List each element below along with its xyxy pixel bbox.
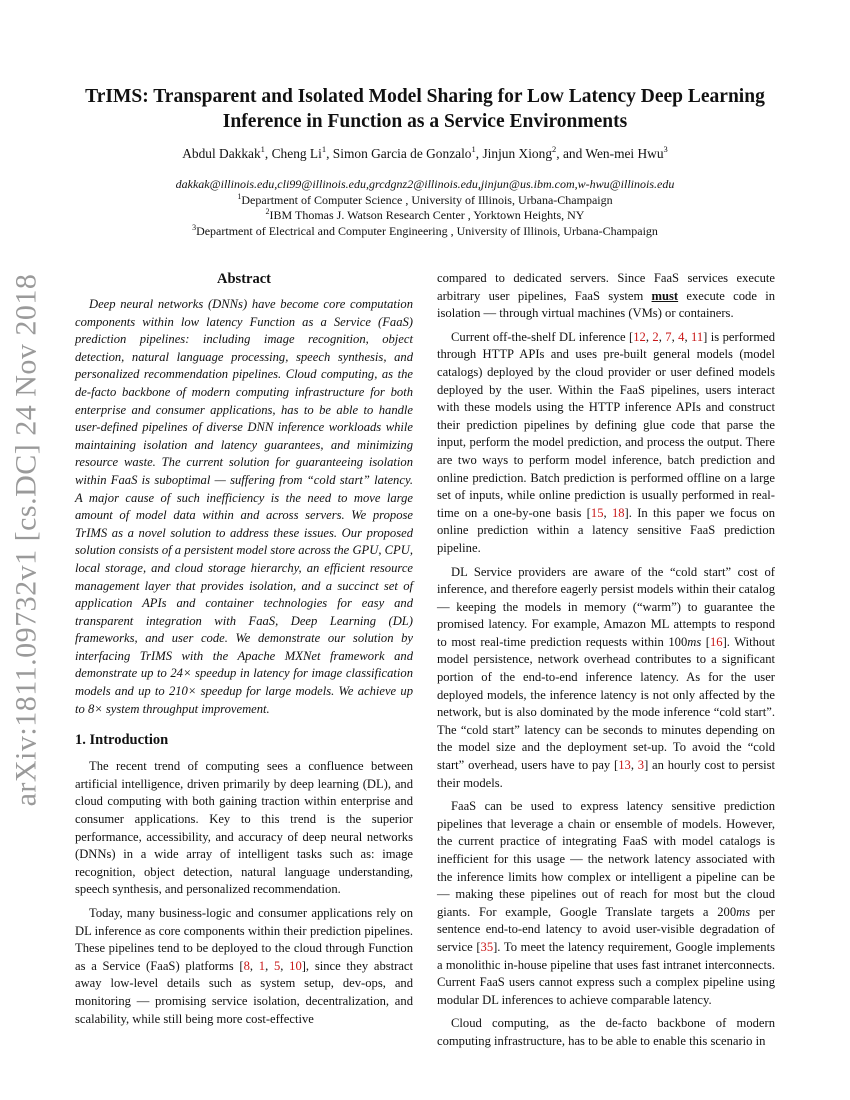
right-paragraph-0 [437, 270, 775, 323]
citation-link[interactable]: 4 [678, 329, 685, 344]
author-affiliation-mark: 1 [471, 144, 476, 154]
citation-link[interactable]: 2 [652, 329, 659, 344]
right-paragraph-4: Cloud computing, as the de-facto backbone of modern computing infrastructure, has to be able to enable this scenario in [437, 1016, 775, 1048]
abstract-heading: Abstract [217, 271, 271, 287]
citation-link[interactable]: 1 [258, 958, 266, 973]
author-affiliation-mark: 3 [663, 144, 668, 154]
citation-link[interactable]: 18 [611, 505, 625, 520]
affiliation-3 [70, 224, 780, 240]
affiliation-number: 1 [237, 191, 242, 201]
paragraph-text: [ [701, 634, 710, 649]
unit-ms: ms [736, 904, 751, 919]
left-column [75, 270, 413, 1028]
citation-link[interactable]: 3 [637, 758, 645, 773]
paragraph-text: Today, many business-logic and consumer applications rely on DL inference as core components within their prediction pipelines. These pipelines tend to be deployed to the cloud through Function as a Service (FaaS) platforms [ [75, 906, 413, 973]
right-paragraph-1: Current off-the-shelf DL inference [12, 2, 7, 4, 11] is performed through HTTP APIs and uses pre-built general models (model catalogs) deployed by the cloud provider or user defined models deployed by the user. Within the FaaS pipelines, users interact with these models using the HTTP inference APIs and construct their prediction pipelines by defining glue code that parse the input, perform the model prediction, and process the output. There are two ways to perform model inference, batch prediction and online prediction. Batch prediction is performed offline on a large set of inputs, while online prediction is usually performed in real-time on a one-by-one basis [15, 18]. In this paper we focus on online prediction within a latency sensitive FaaS prediction pipeline. [437, 329, 776, 555]
affiliation-text: IBM Thomas J. Watson Research Center , Yorktown Heights, NY [269, 208, 585, 223]
intro-paragraph-2: Today, many business-logic and consumer applications rely on DL inference as core components within their prediction pipelines. These pipelines tend to be deployed to the cloud through Function as a Service (FaaS) platforms [8, 1, 5, 10], since they abstract away low-level details such as system setup, dev-ops, and monitoring — promising service isolation, decentralization, and scalability, while still being more cost-effective [75, 906, 414, 1026]
paragraph-text: ]. Without model persistence, network overhead contributes to a significant portion of the end-to-end inference latency. As for the user deployed models, the inference latency is not only affected by the network, but is also dominated by the mode inference “cold start”. The “cold start” latency can be seconds to minutes depending on the model size and the deployment set-up. To avoid the “cold start” overhead, users have to pay [ [437, 634, 775, 773]
author-name: Jinjun Xiong [482, 146, 553, 161]
author-affiliation-mark: 2 [552, 144, 557, 154]
author-affiliation-mark: 1 [260, 144, 265, 154]
paragraph-text: FaaS can be used to express latency sensitive prediction pipelines that leverage a chain or ensemble of models. However, the current practice of integrating FaaS with model catalogs is inefficient for this usage — the network latency associated with the inference limits how complex or intelligent a pipeline can be — making these pipelines out of reach for most but the cloud giants. For example, Google Translate targets a 200 [437, 799, 775, 919]
introduction-heading: 1. Introduction [75, 732, 169, 749]
paragraph-text: per sentence end-to-end latency to avoid user-visible degradation of service [ [437, 904, 775, 954]
right-column [437, 270, 775, 1051]
citation-link[interactable]: 10 [289, 958, 302, 973]
citation-link[interactable]: 35 [480, 939, 494, 954]
title-line-1: TrIMS: Transparent and Isolated Model Sharing for Low Latency Deep Learning [85, 86, 765, 107]
affiliations-block [70, 177, 780, 239]
paper-title [70, 84, 780, 134]
citation-link[interactable]: 7 [665, 329, 672, 344]
affiliation-1 [70, 193, 780, 209]
abstract-body: Deep neural networks (DNNs) have become core computation components within low latency Function as a Service (FaaS) prediction pipelines: including image recognition, object detection, natural language processing, speech synthesis, and personalized recommendation pipelines. Cloud computing, as the de-facto backbone of modern computing infrastructure for both enterprise and consumer applications, has to be able to handle user-defined pipelines of diverse DNN inference workloads while maintaining isolation and latency guarantees, and minimizing resource waste. The current solution for guaranteeing isolation within FaaS is suboptimal — suffering from “cold start” latency. A major cause of such inefficiency is the need to move large amount of model data within and across servers. We propose TrIMS as a novel solution to address these issues. Our proposed solution consists of a persistent model store across the GPU, CPU, local storage, and cloud storage hierarchy, an efficient resource management layer that provides isolation, and a succinct set of application APIs and container technologies for easy and transparent integration with FaaS, Deep Learning (DL) frameworks, and user code. We demonstrate our solution by interfacing TrIMS with the Apache MXNet framework and demonstrate up to 24× speedup in latency for image classification models and up to 210× speedup for large models. We achieve up to 8× system throughput improvement. [75, 297, 413, 716]
citation-link[interactable]: 8 [243, 958, 250, 973]
citation-link[interactable]: 12 [633, 329, 646, 344]
author-name: Wen-mei Hwu [585, 146, 664, 161]
author-affiliation-mark: 1 [321, 144, 327, 154]
author-list: Abdul Dakkak$^1$, Cheng Li$^1$, Simon Garcia de Gonzalo$^1$, Jinjun Xiong$^2$, and Wen-mei Hwu$^3$ [182, 144, 668, 161]
author-name: Simon Garcia de Gonzalo [332, 146, 472, 161]
paragraph-text: ]. In this paper we focus on online prediction within a latency sensitive FaaS prediction pipeline. [437, 505, 775, 555]
paragraph-text: ]. To meet the latency requirement, Google implements a monolithic in-house pipeline that uses fast intranet interconnects. Current FaaS users cannot express such a complex pipeline using modular DL inferences to achieve comparable latency. [437, 939, 775, 1007]
author-name: Abdul Dakkak [182, 146, 261, 161]
arxiv-identifier-text[interactable]: arXiv:1811.09732v1 [cs.DC] 24 Nov 2018 [9, 273, 42, 807]
citation-link[interactable]: 5 [273, 958, 281, 973]
paragraph-text: compared to dedicated servers. Since FaaS services execute arbitrary user pipelines, FaaS system [437, 271, 775, 303]
paragraph-text: execute code in isolation — through virtual machines (VMs) or containers. [437, 288, 775, 321]
affiliation-text: Department of Electrical and Computer Engineering , University of Illinois, Urbana-Champaign [196, 223, 658, 238]
paragraph-text: ], since they abstract away low-level details such as system setup, dev-ops, and monitoring — promising service isolation, decentralization, and scalability, while still being more cost-effective [75, 958, 414, 1026]
affiliation-number: 3 [192, 222, 197, 232]
unit-ms: ms [687, 634, 702, 649]
affiliation-text: Department of Computer Science , University of Illinois, Urbana-Champaign [241, 192, 613, 207]
author-emails[interactable]: dakkak@illinois.edu,cli99@illinois.edu,grcdgnz2@illinois.edu,jinjun@us.ibm.com,w-hwu@illinois.edu [175, 177, 675, 191]
paragraph-text: DL Service providers are aware of the “cold start” cost of inference, and therefore eagerly persist models within their catalog — keeping the models in memory (“warm”) to guarantee the promised latency. For example, Amazon ML attempts to respond to most real-time prediction requests within 100 [437, 564, 775, 649]
affiliation-number: 2 [265, 207, 270, 217]
arxiv-identifier [7, 273, 45, 807]
citation-link[interactable]: 15 [590, 505, 604, 520]
paragraph-text: Current off-the-shelf DL inference [ [451, 329, 634, 344]
citation-link[interactable]: 13 [618, 758, 631, 773]
affiliation-2 [70, 208, 780, 224]
paragraph-text: ] is performed through HTTP APIs and uses pre-built general models (model catalogs) deployed by the cloud provider or user defined models deployed by the user. Within the FaaS pipelines, users interact with these models using the HTTP inference APIs and construct their prediction pipelines by defining glue code that parse the input, perform the model prediction, and process the output. There are two ways to perform model inference, batch prediction and online prediction. Batch prediction is performed offline on a large set of inputs, while online prediction is usually performed in real-time on a one-by-one basis [ [437, 329, 776, 520]
citation-link[interactable]: 11 [691, 329, 704, 344]
right-paragraph-3 [437, 798, 775, 1009]
paragraph-text: ] an hourly cost to persist their models. [437, 758, 775, 790]
intro-paragraph-1: The recent trend of computing sees a confluence between artificial intelligence, driven primarily by deep learning (DL), and cloud computing with both gaining traction within enterprise and consumer applications. Key to this trend is the superior performance, accessibility, and accuracy of deep neural networks (DNNs) in a wide array of intelligent tasks such as: image recognition, object detection, natural language understanding, speech synthesis, and personalized recommendation. [75, 759, 413, 897]
title-line-2: Inference in Function as a Service Environments [222, 111, 628, 132]
emphasis-must: must [651, 288, 679, 303]
right-paragraph-2: DL Service providers are aware of the “cold start” cost of inference, and therefore eagerly persist models within their catalog — keeping the models in memory (“warm”) to guarantee the promised latency. For example, Amazon ML attempts to respond to most real-time prediction requests within 100ms [16]. Without model persistence, network overhead contributes to a significant portion of the end-to-end inference latency. As for the user deployed models, the inference latency is not only affected by the network, but is also dominated by the mode inference “cold start”. The “cold start” latency can be seconds to minutes depending on the model size and the deployment set-up. To avoid the “cold start” overhead, users have to pay [13, 3] an hourly cost to persist their models. [437, 564, 775, 790]
author-name: Cheng Li [271, 146, 322, 161]
citation-link[interactable]: 16 [710, 634, 723, 649]
